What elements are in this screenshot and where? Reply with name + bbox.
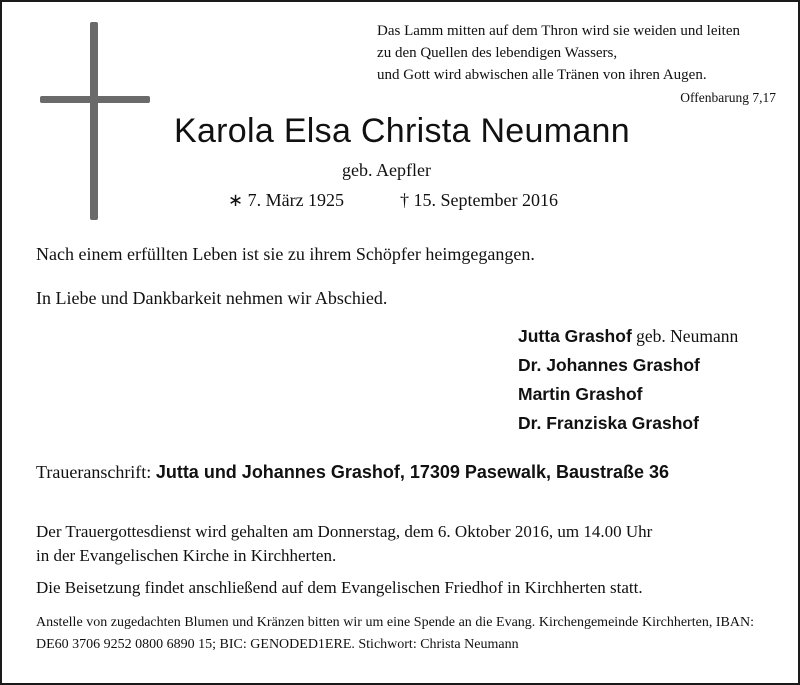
verse-line: Das Lamm mitten auf dem Thron wird sie weiden und leiten (377, 23, 740, 39)
family-member-name: Dr. Franziska Grashof (518, 413, 699, 433)
family-member-name: Jutta Grashof (518, 326, 632, 346)
statement-farewell: In Liebe und Dankbarkeit nehmen wir Abschied. (36, 288, 388, 308)
bible-verse (377, 20, 740, 86)
family-member-name: Martin Grashof (518, 384, 643, 404)
birth-date: ∗ 7. März 1925 (228, 190, 345, 210)
mourning-address (36, 462, 669, 483)
funeral-service (36, 520, 652, 568)
birth-name: geb. Aepfler (342, 160, 431, 180)
family-member-suffix: geb. Neumann (631, 326, 739, 346)
family-member (518, 380, 738, 409)
family-member (518, 409, 738, 438)
statement-passed-away: Nach einem erfüllten Leben ist sie zu ihrem Schöpfer heimgegangen. (36, 244, 535, 264)
service-line: in der Evangelischen Kirche in Kirchherten. (36, 546, 337, 565)
family-member (518, 351, 738, 380)
donation-note: Anstelle von zugedachten Blumen und Kränzen bitten wir um eine Spende an die Evang. Kirchengemeinde Kirchherten, IBAN: DE60 3706 9252 0800 6890 15; BIC: GENODED1ERE. Stichwort: Christa Neumann (36, 615, 754, 652)
verse-line: und Gott wird abwischen alle Tränen von ihren Augen. (377, 67, 707, 83)
family-list (518, 322, 738, 438)
family-member (518, 322, 738, 351)
death-date: † 15. September 2016 (400, 190, 558, 210)
verse-source: Offenbarung 7,17 (680, 90, 776, 105)
address-label: Traueranschrift: (36, 462, 156, 482)
deceased-name: Karola Elsa Christa Neumann (174, 112, 630, 150)
address-value: Jutta und Johannes Grashof, 17309 Pasewalk, Baustraße 36 (155, 462, 670, 482)
family-member-name: Dr. Johannes Grashof (518, 355, 700, 375)
burial-info: Die Beisetzung findet anschließend auf dem Evangelischen Friedhof in Kirchherten statt. (36, 578, 643, 597)
service-line: Der Trauergottesdienst wird gehalten am Donnerstag, dem 6. Oktober 2016, um 14.00 Uhr (36, 522, 653, 541)
verse-line: zu den Quellen des lebendigen Wassers, (377, 45, 618, 61)
